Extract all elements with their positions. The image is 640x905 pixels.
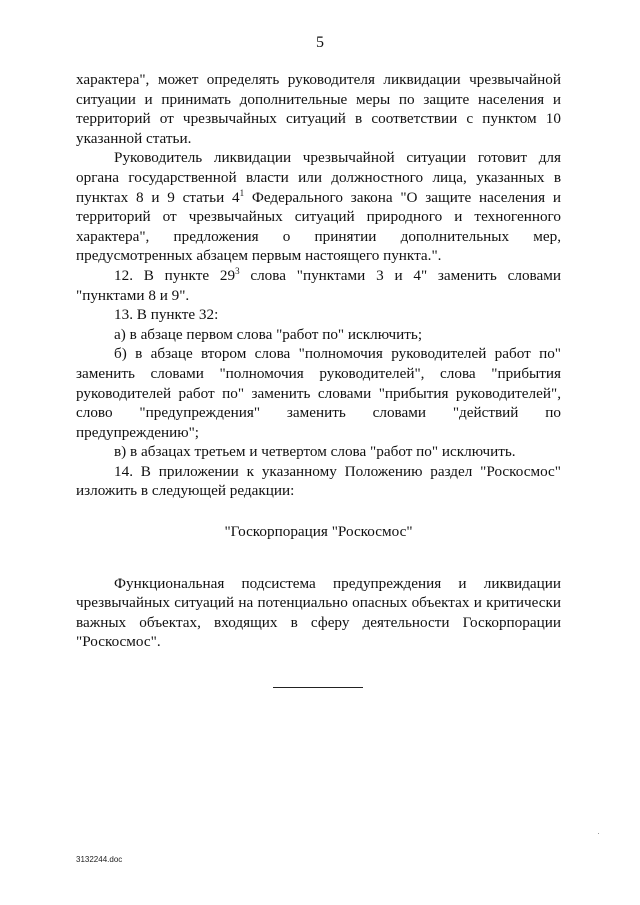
superscript-marker: 3 (235, 265, 240, 276)
item-12 (76, 266, 561, 305)
paragraph-text-part: Руководитель ликвидации чрезвычайной ситуации готовит для органа государственной власти или должностного лица, указанных в пунктах 8 и 9 статьи 4 (76, 149, 561, 206)
subsystem-paragraph: Функциональная подсистема предупреждения и ликвидации чрезвычайных ситуаций на потенциально опасных объектах и критически важных объектах, входящих в сферу деятельности Госкорпорации "Роскосмос". (76, 574, 561, 651)
end-divider (273, 687, 363, 688)
paragraph-text-part: слова "пунктами 3 и 4" заменить словами "пунктами 8 и 9". (76, 266, 561, 304)
paragraph-text-part: Федерального закона "О защите населения и территорий от чрезвычайных ситуаций природного и техногенного характера", предложения о принятии дополнительных мер, предусмотренных абзацем первым настоящего пункта.". (76, 188, 561, 265)
item-13-b: б) в абзаце втором слова "полномочия руководителей работ по" заменить словами "полномочия руководителей", слова "прибытия руководителей работ по" заменить словами "прибытия руководителей", слово "предупреждения" заменить словами "действий по предупреждению"; (76, 345, 561, 441)
superscript-marker: 1 (239, 187, 245, 198)
paragraph-leader-proposals (76, 148, 561, 266)
scan-speck (598, 833, 599, 834)
section-heading: "Госкорпорация "Роскосмос" (224, 523, 413, 541)
document-body (76, 70, 561, 652)
item-14: 14. В приложении к указанному Положению раздел "Роскосмос" изложить в следующей редакции: (76, 462, 561, 500)
item-13-c: в) в абзацах третьем и четвертом слова "работ по" исключить. (114, 443, 516, 461)
page-number: 5 (316, 34, 324, 51)
paragraph-text-part: 12. В пункте 29 (114, 266, 236, 284)
document-code: 3132244.doc (76, 855, 123, 864)
item-13-a: а) в абзаце первом слова "работ по" исключить; (114, 325, 423, 343)
paragraph-continuation: характера", может определять руководителя ликвидации чрезвычайной ситуации и принимать дополнительные меры по защите населения и территорий от чрезвычайных ситуаций в соответствии с пунктом 10 указанной статьи. (76, 71, 561, 147)
item-13: 13. В пункте 32: (114, 306, 219, 324)
